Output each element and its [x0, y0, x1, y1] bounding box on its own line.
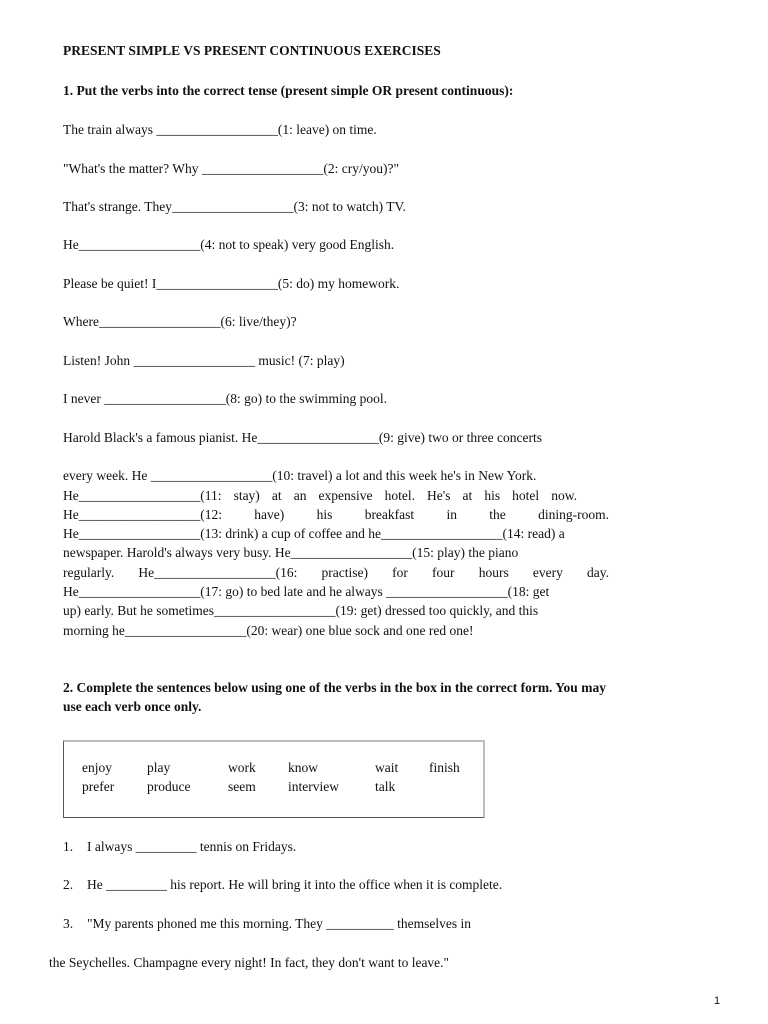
exercise-1-item: Harold Black's a famous pianist. He__________________(9: give) two or three concerts — [63, 430, 542, 445]
exercise-1-heading: 1. Put the verbs into the correct tense (present simple OR present continuous): — [63, 83, 514, 98]
exercise-1-item: "What's the matter? Why __________________(2: cry/you)?" — [63, 161, 400, 176]
exercise-1-item: I never __________________(8: go) to the swimming pool. — [63, 391, 387, 406]
paragraph-line: every week. He __________________(10: travel) a lot and this week he's in New York. — [63, 468, 537, 483]
verb-item: produce — [147, 779, 191, 794]
exercise-2-heading: 2. Complete the sentences below using one of the verbs in the box in the correct form. You may — [63, 680, 606, 695]
paragraph-line: morning he__________________(20: wear) one blue sock and one red one! — [63, 623, 474, 638]
verb-item: interview — [288, 779, 339, 794]
exercise-1-item: The train always __________________(1: leave) on time. — [63, 122, 377, 137]
page-number: 1 — [714, 995, 721, 1007]
verb-item: work — [228, 760, 256, 775]
exercise-2-item: He _________ his report. He will bring it into the office when it is complete. — [87, 877, 503, 892]
verb-box — [63, 740, 485, 818]
verb-item: talk — [375, 779, 396, 794]
paragraph-line: regularly. He__________________(16: practise) for four hours every day. — [63, 565, 609, 580]
paragraph-line: He__________________(17: go) to bed late and he always __________________(18: get — [63, 584, 550, 599]
exercise-1-item: That's strange. They__________________(3: not to watch) TV. — [63, 199, 406, 214]
exercise-1-item: Where__________________(6: live/they)? — [63, 314, 297, 329]
verb-item: play — [147, 760, 171, 775]
paragraph-line: He__________________(12: have) his breakfast in the dining-room. — [63, 507, 609, 522]
verb-item: enjoy — [82, 760, 112, 775]
exercise-2-item-continuation: the Seychelles. Champagne every night! In fact, they don't want to leave." — [49, 955, 450, 970]
page-title: PRESENT SIMPLE VS PRESENT CONTINUOUS EXERCISES — [63, 43, 441, 58]
verb-item: finish — [429, 760, 460, 775]
verb-item: know — [288, 760, 318, 775]
verb-item: wait — [375, 760, 399, 775]
paragraph-line: He__________________(11: stay) at an expensive hotel. He's at his hotel now. — [63, 488, 577, 503]
exercise-2-item-number: 1. — [63, 839, 74, 854]
verb-item: prefer — [82, 779, 115, 794]
exercise-1-item: He__________________(4: not to speak) very good English. — [63, 237, 395, 252]
exercise-2-item: "My parents phoned me this morning. They __________ themselves in — [87, 916, 471, 931]
exercise-1-item: Please be quiet! I__________________(5: do) my homework. — [63, 276, 400, 291]
paragraph-line: up) early. But he sometimes__________________(19: get) dressed too quickly, and this — [63, 603, 539, 618]
exercise-1-item: Listen! John __________________ music! (7: play) — [63, 353, 345, 368]
exercise-2-item-number: 3. — [63, 916, 74, 931]
verb-item: seem — [228, 779, 256, 794]
exercise-2-item: I always _________ tennis on Fridays. — [87, 839, 297, 854]
paragraph-line: newspaper. Harold's always very busy. He__________________(15: play) the piano — [63, 545, 519, 560]
paragraph-line: He__________________(13: drink) a cup of coffee and he__________________(14: read) a — [63, 526, 565, 541]
exercise-2-item-number: 2. — [63, 877, 74, 892]
exercise-2-heading-cont: use each verb once only. — [63, 699, 202, 714]
